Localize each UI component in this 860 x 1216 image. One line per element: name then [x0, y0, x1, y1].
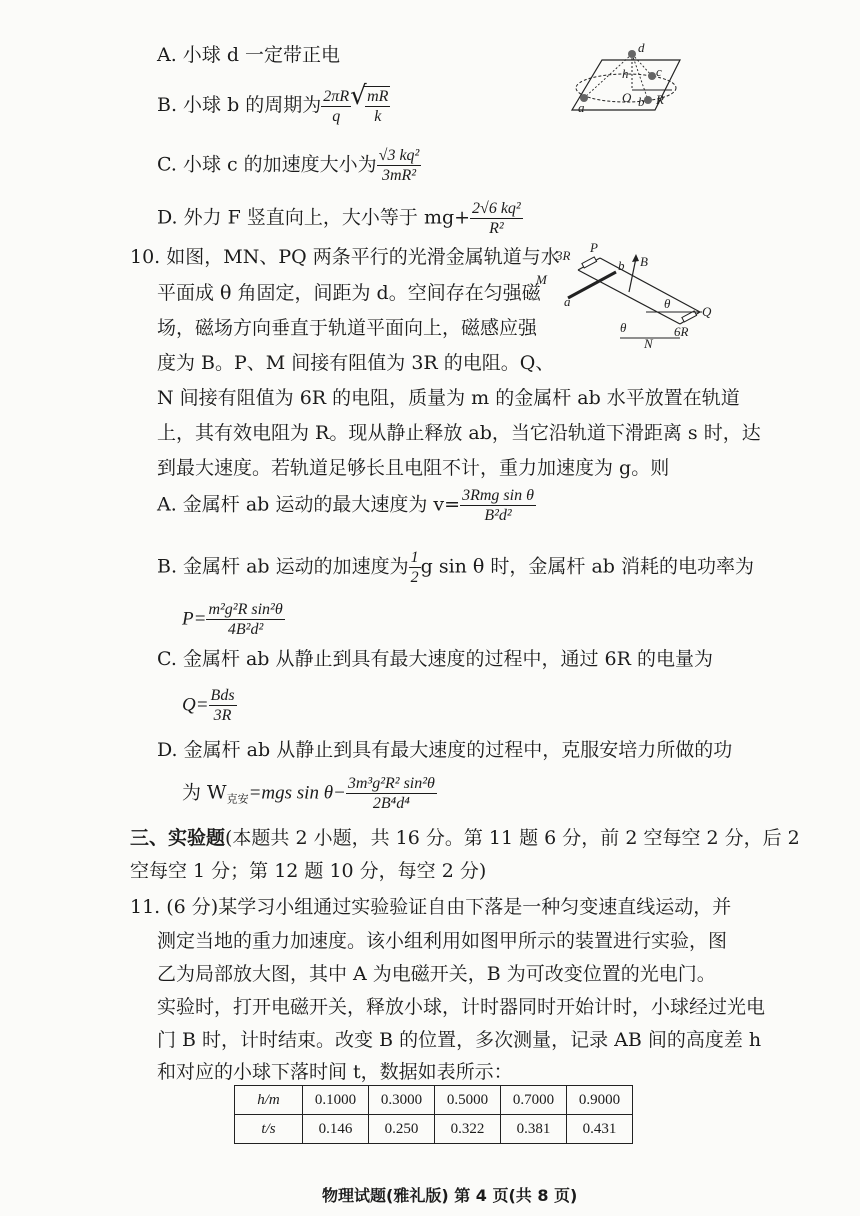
page-footer: 物理试题(雅礼版) 第 4 页(共 8 页): [322, 1186, 578, 1205]
q10-option-b-prefix: B. 金属杆 ab 运动的加速度为: [157, 555, 409, 578]
q10-option-c: C. 金属杆 ab 从静止到具有最大速度的过程中，通过 6R 的电量为: [157, 648, 713, 670]
table-cell: 0.146: [303, 1115, 369, 1144]
q10-line-3: 场，磁场方向垂直于轨道平面向上，磁感应强: [157, 317, 538, 339]
frac-numerator: 2√6 kq²: [472, 200, 521, 217]
q9-ball-b: [644, 96, 652, 104]
q11-data-table: [234, 1085, 633, 1144]
q10-option-a-fraction: [460, 486, 536, 525]
q10-resistor-3r: [582, 257, 597, 268]
table-cell: 0.5000: [435, 1086, 501, 1115]
q11-line-5: 门 B 时，计时结束。改变 B 的位置，多次测量，记录 AB 间的高度差 h: [157, 1029, 762, 1051]
q11-line-3: 乙为局部放大图，其中 A 为电磁开关，B 为可改变位置的光电门。: [157, 963, 716, 985]
q10-option-c-fraction: [209, 686, 237, 725]
q10-option-c-q: Q=: [182, 694, 209, 716]
frac-denominator: R²: [489, 220, 504, 237]
q9-option-c-fraction: [377, 146, 422, 185]
q10-label-b-point: b: [618, 258, 625, 273]
q10-line-6: 上，其有效电阻为 R。现从静止释放 ab，当它沿轨道下滑距离 s 时，达: [157, 422, 761, 444]
q9-line-dc: [632, 54, 652, 76]
q9-ball-c: [648, 72, 656, 80]
q11-line-4: 实验时，打开电磁开关，释放小球，计时器同时开始计时，小球经过光电: [157, 996, 766, 1018]
table-row: [235, 1115, 633, 1144]
q10-option-b-formula: [182, 600, 285, 639]
q10-rail-pq: [600, 258, 700, 312]
q11-line-1: 11. (6 分)某学习小组通过实验验证自由下落是一种匀变速直线运动，并: [130, 896, 732, 918]
q9-label-a: a: [578, 100, 585, 115]
q9-option-b-prefix: B. 小球 b 的周期为: [157, 94, 322, 116]
frac-numerator: 3Rmg sin θ: [462, 487, 534, 504]
q10-line-7: 到最大速度。若轨道足够长且电阻不计，重力加速度为 g。则: [157, 457, 670, 479]
q10-option-d: D. 金属杆 ab 从静止到具有最大速度的过程中，克服安培力所做的功: [157, 739, 733, 761]
q10-resistor-6r: [682, 311, 697, 322]
table-cell: 0.9000: [567, 1086, 633, 1115]
q10-line-4: 度为 B。P、M 间接有阻值为 3R 的电阻。Q、: [157, 352, 555, 374]
q9-option-d-fraction: [470, 199, 523, 238]
q9-ball-d: [628, 50, 636, 58]
q10-field-arrowhead: [632, 254, 639, 262]
frac-denominator: 3R: [213, 707, 232, 724]
q9-label-b: b: [638, 94, 645, 109]
q10-label-3r: 3R: [556, 248, 571, 263]
q11-line-2: 测定当地的重力加速度。该小组利用如图甲所示的装置进行实验，图: [157, 930, 728, 952]
q9-option-b: [157, 86, 390, 126]
q9-label-o: O: [622, 90, 632, 105]
table-cell: 0.3000: [369, 1086, 435, 1115]
frac-numerator: √3 kq²: [378, 147, 420, 164]
q10-option-a: [157, 486, 536, 525]
sqrt-numerator: √ mR: [367, 88, 389, 105]
q10-field-arrow: [629, 258, 636, 292]
q9-option-b-fraction: [321, 87, 351, 126]
frac-denominator: 3mR²: [381, 167, 417, 184]
frac-denominator: 4B²d²: [227, 621, 264, 638]
q11-line-6: 和对应的小球下落时间 t，数据如表所示：: [157, 1061, 513, 1083]
q10-option-b-half: [409, 548, 421, 587]
frac-numerator: 1: [410, 549, 419, 566]
q10-rod-ab: [568, 272, 616, 298]
table-cell: 0.431: [567, 1115, 633, 1144]
q10-line-1: 10. 如图，MN、PQ 两条平行的光滑金属轨道与水: [130, 246, 560, 268]
q9-label-h: h: [622, 66, 629, 81]
table-row: [235, 1086, 633, 1115]
q10-label-p: P: [590, 240, 598, 255]
table-cell: 0.381: [501, 1115, 567, 1144]
table-cell: 0.322: [435, 1115, 501, 1144]
q9-label-d: d: [638, 40, 645, 55]
q10-label-m: M: [536, 272, 547, 287]
q9-option-c-prefix: C. 小球 c 的加速度大小为: [157, 153, 377, 176]
table-cell: 0.1000: [303, 1086, 369, 1115]
q10-label-6r: 6R: [674, 324, 689, 339]
q9-label-r: R: [656, 92, 664, 107]
q10-label-theta-2: θ: [620, 320, 627, 335]
q10-option-d-formula: [182, 774, 437, 813]
q10-line-2: 平面成 θ 角固定，间距为 d。空间存在匀强磁: [157, 282, 541, 304]
q10-option-b: [157, 548, 754, 587]
frac-numerator: m²g²R sin²θ: [208, 601, 283, 618]
section3-line-2: 空每空 1 分；第 12 题 10 分，每空 2 分): [130, 860, 487, 882]
q10-label-field: B: [640, 254, 648, 269]
q10-option-d-subscript: 克安: [226, 792, 249, 806]
frac-denominator: q: [332, 107, 341, 125]
table-header-t: t/s: [235, 1115, 303, 1144]
frac-numerator: 2πR: [323, 87, 350, 105]
q9-option-d: [157, 199, 523, 238]
q10-line-5: N 间接有阻值为 6R 的电阻，质量为 m 的金属杆 ab 水平放置在轨道: [157, 387, 740, 409]
section3-title: 三、实验题: [130, 827, 226, 849]
q10-label-q: Q: [702, 304, 712, 319]
q10-option-a-prefix: A. 金属杆 ab 运动的最大速度为 v=: [157, 493, 461, 516]
section3-heading: [130, 825, 800, 851]
table-cell: 0.7000: [501, 1086, 567, 1115]
frac-denominator: 2B⁴d⁴: [372, 795, 410, 812]
q10-label-n: N: [644, 336, 653, 351]
frac-numerator: 3m³g²R² sin²θ: [347, 775, 435, 792]
q10-option-d-w: 为 W: [182, 781, 227, 804]
frac-denominator: B²d²: [484, 507, 512, 524]
q10-option-d-mid: =mgs sin θ−: [248, 782, 346, 804]
table-cell: 0.250: [369, 1115, 435, 1144]
q10-option-b-suffix: g sin θ 时，金属杆 ab 消耗的电功率为: [420, 555, 754, 578]
q10-option-b-fraction: [206, 600, 284, 639]
q10-label-a: a: [564, 294, 571, 309]
q9-option-c: [157, 146, 421, 185]
q10-option-b-p: P=: [182, 608, 207, 630]
q10-figure: [534, 240, 714, 352]
q9-label-c: c: [656, 64, 662, 79]
q9-option-b-sqrt: [363, 86, 390, 126]
sqrt-denominator: k: [374, 108, 382, 125]
section3-desc: (本题共 2 小题，共 16 分。第 11 题 6 分，前 2 空每空 2 分，后 2: [225, 827, 800, 849]
table-header-h: h/m: [235, 1086, 303, 1115]
q9-option-a: A. 小球 d 一定带正电: [157, 44, 341, 66]
q10-label-theta-1: θ: [664, 296, 671, 311]
q9-option-d-prefix: D. 外力 F 竖直向上，大小等于 mg+: [157, 206, 471, 229]
q9-figure: [560, 40, 690, 130]
frac-denominator: 2: [410, 569, 419, 586]
q10-option-d-fraction: [346, 774, 437, 813]
frac-numerator: Bds: [210, 687, 235, 704]
q10-option-c-formula: [182, 686, 237, 725]
